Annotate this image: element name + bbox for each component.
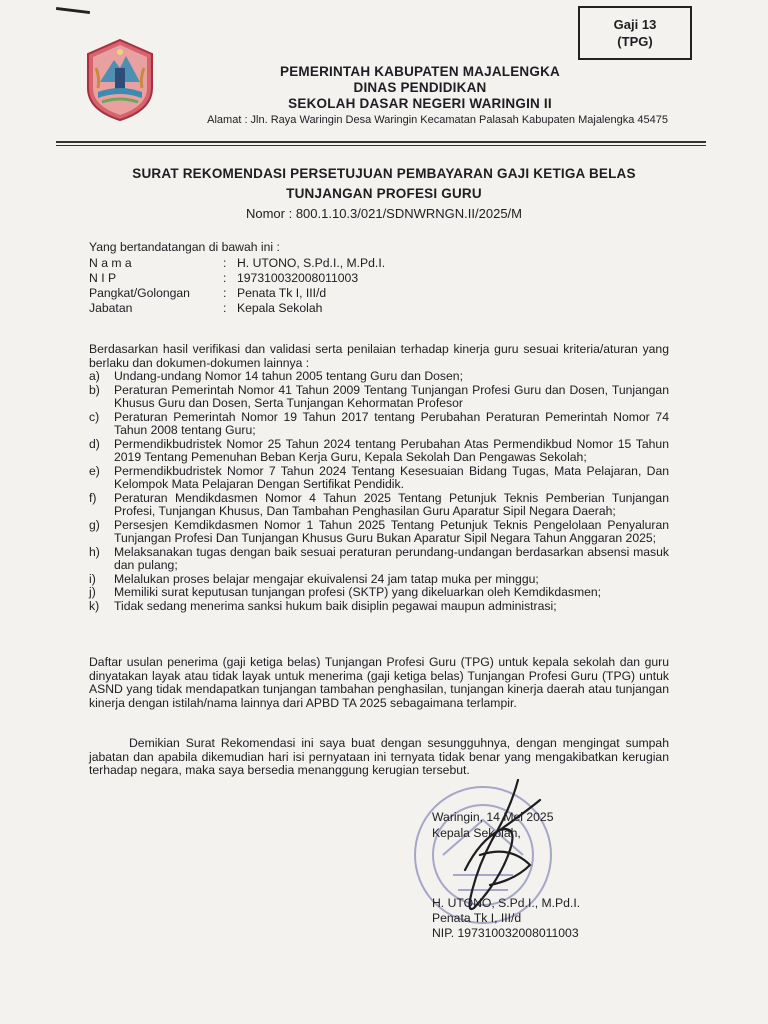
signatory-nip: NIP. 197310032008011003: [432, 926, 579, 940]
criteria-marker: b): [89, 382, 100, 397]
signatory-intro: Yang bertandatangan di bawah ini :: [89, 240, 280, 254]
criteria-marker: g): [89, 517, 100, 532]
criteria-text: Peraturan Pemerintah Nomor 41 Tahun 2009 Tentang Tunjangan Profesi Guru dan Dosen, Tunjangan Khusus Guru dan Dosen, Serta Tunjangan Kehormatan Profesor: [114, 382, 669, 410]
criteria-item: [89, 586, 669, 600]
letterhead-rule-thin: [56, 145, 706, 146]
badge-line-1: Gaji 13: [613, 17, 657, 32]
criteria-item: [89, 546, 669, 573]
letterhead-department: DINAS PENDIDIKAN: [353, 80, 487, 95]
criteria-marker: j): [89, 585, 96, 599]
criteria-text: Undang-undang Nomor 14 tahun 2005 tentang Guru dan Dosen;: [114, 369, 463, 383]
identity-colon: :: [223, 271, 227, 285]
criteria-item: [89, 411, 669, 438]
criteria-text: Peraturan Mendikdasmen Nomor 4 Tahun 2025 Tentang Petunjuk Teknis Pemberian Tunjangan Profesi, Tunjangan Khusus, Dan Tambahan Penghasilan Guru Aparatur Sipil Negara Daerah;: [114, 490, 669, 518]
criteria-list: [89, 370, 669, 613]
nominee-list-paragraph: Daftar usulan penerima (gaji ketiga belas) Tunjangan Profesi Guru (TPG) untuk kepala sekolah dan guru dinyatakan layak atau tidak layak untuk menerima (gaji ketiga belas) Tunjangan Profesi Guru (TPG) untuk ASND yang tidak mendapatkan tunjangan tambahan penghasilan, tunjangan kinerja daerah atau tunjangan kinerja dengan istilah/nama lainnya dari APBD TA 2025 sebagaimana terlampir.: [89, 655, 669, 710]
letter-title-line-1: SURAT REKOMENDASI PERSETUJUAN PEMBAYARAN GAJI KETIGA BELAS: [132, 166, 636, 181]
pen-mark: [56, 7, 90, 14]
signature-place-date: Waringin, 14 Mei 2025: [432, 810, 554, 824]
identity-label: Jabatan: [89, 301, 133, 315]
identity-colon: :: [223, 301, 227, 315]
criteria-marker: c): [89, 409, 100, 424]
criteria-text: Melalukan proses belajar mengajar ekuivalensi 24 jam tatap muka per minggu;: [114, 571, 539, 586]
letterhead-rule: [56, 141, 706, 143]
identity-value: Penata Tk I, III/d: [237, 286, 327, 300]
criteria-marker: d): [89, 436, 100, 451]
closing-paragraph: Demikian Surat Rekomendasi ini saya buat dengan sesungguhnya, dengan mengingat sumpah jabatan dan apabila dikemudian hari isi pernyataan ini ternyata tidak benar yang mengakibatkan kerugian terhadap negara, maka saya bersedia menanggung kerugian tersebut.: [89, 736, 669, 777]
letter-number: Nomor : 800.1.10.3/021/SDNWRNGN.II/2025/M: [245, 206, 522, 221]
criteria-item: [89, 519, 669, 546]
criteria-item: [89, 384, 669, 411]
letterhead: [170, 64, 670, 127]
letter-title-line-2: TUNJANGAN PROFESI GURU: [286, 186, 482, 201]
identity-label: N I P: [89, 271, 117, 285]
criteria-text: Tidak sedang menerima sanksi hukum baik disiplin pegawai maupun administrasi;: [114, 598, 557, 613]
criteria-item: [89, 370, 669, 384]
signature-position: Kepala Sekolah,: [432, 826, 521, 840]
criteria-marker: k): [89, 598, 100, 613]
identity-value: 197310032008011003: [237, 271, 359, 285]
criteria-item: [89, 573, 669, 587]
identity-colon: :: [223, 286, 227, 300]
criteria-text: Permendikbudristek Nomor 7 Tahun 2024 Tentang Kesesuaian Bidang Tugas, Mata Pelajaran, Dan Kelompok Mata Pelajaran Dengan Sertifikat Pendidik.: [114, 463, 669, 491]
identity-value: H. UTONO, S.Pd.I., M.Pd.I.: [237, 256, 386, 270]
letter-title: [60, 164, 708, 204]
criteria-marker: e): [89, 463, 100, 478]
criteria-marker: h): [89, 544, 100, 559]
criteria-text: Permendikbudristek Nomor 25 Tahun 2024 tentang Perubahan Atas Permendikbud Nomor 15 Tahun 2019 Tentang Pemenuhan Beban Kerja Guru, Kepala Sekolah Dan Pengawas Sekolah;: [114, 436, 669, 464]
letterhead-school: SEKOLAH DASAR NEGERI WARINGIN II: [288, 96, 552, 111]
criteria-text: Memiliki surat keputusan tunjangan profesi (SKTP) yang dikeluarkan oleh Kemdikdasmen;: [114, 585, 602, 599]
identity-colon: :: [223, 256, 227, 270]
criteria-marker: f): [89, 490, 97, 505]
document-code-badge: [578, 6, 692, 60]
basis-paragraph: Berdasarkan hasil verifikasi dan validasi serta penilaian terhadap kinerja guru sesuai kriteria/aturan yang berlaku dan dokumen-dokumen lainnya :: [89, 342, 669, 370]
criteria-text: Melaksanakan tugas dengan baik sesuai peraturan perundang-undangan berdasarkan absensi masuk dan pulang;: [114, 544, 669, 572]
identity-label: N a m a: [89, 256, 132, 270]
identity-label: Pangkat/Golongan: [89, 286, 190, 300]
criteria-item: [89, 600, 669, 614]
letterhead-address: Alamat : Jln. Raya Waringin Desa Waringin Kecamatan Palasah Kabupaten Majalengka 45475: [207, 114, 668, 126]
criteria-item: [89, 438, 669, 465]
criteria-item: [89, 492, 669, 519]
badge-line-2: (TPG): [617, 34, 653, 49]
letterhead-government: PEMERINTAH KABUPATEN MAJALENGKA: [280, 64, 560, 79]
identity-value: Kepala Sekolah: [237, 301, 323, 315]
signatory-rank: Penata Tk I, III/d: [432, 911, 522, 925]
criteria-marker: a): [89, 369, 100, 383]
signatory-name: H. UTONO, S.Pd.I., M.Pd.I.: [432, 896, 581, 910]
regency-emblem-logo: [80, 38, 160, 122]
criteria-item: [89, 465, 669, 492]
criteria-text: Peraturan Pemerintah Nomor 19 Tahun 2017 tentang Perubahan Peraturan Pemerintah Nomor 74 Tahun 2008 tentang Guru;: [114, 409, 669, 437]
criteria-text: Persesjen Kemdikdasmen Nomor 1 Tahun 2025 Tentang Petunjuk Teknis Pengelolaan Penyaluran Tunjangan Profesi Dan Tunjangan Khusus Guru Bukan Aparatur Sipil Negara Tahun Anggaran 2025;: [114, 517, 669, 545]
criteria-marker: i): [89, 571, 96, 586]
